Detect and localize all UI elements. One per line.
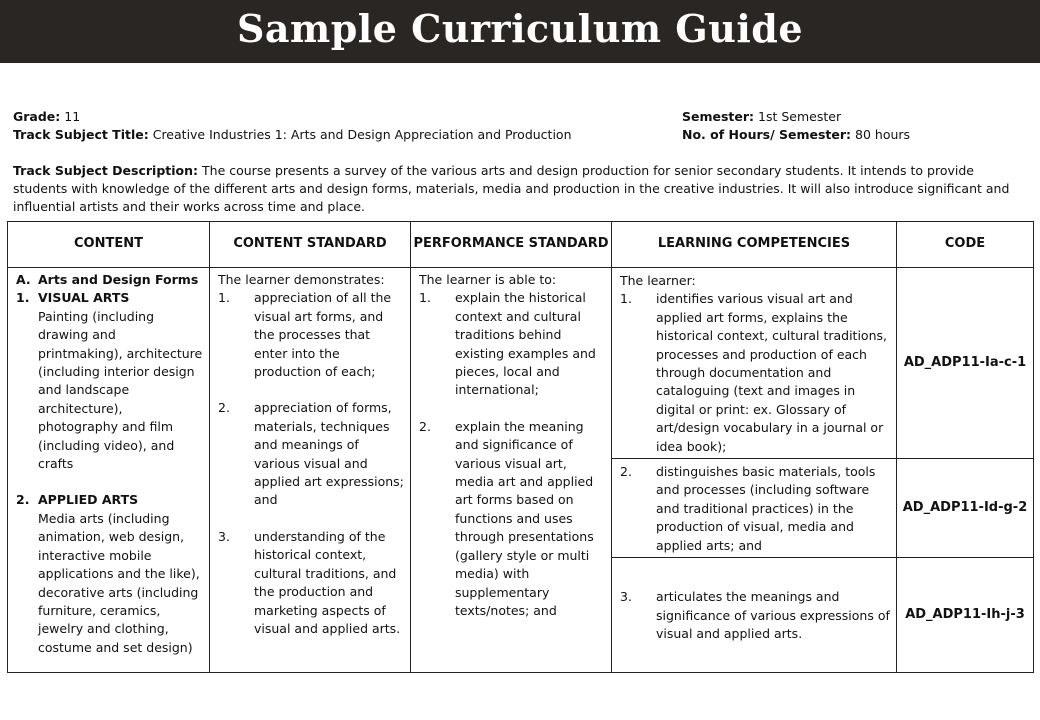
- list-text: appreciation of forms, materials, techniques and meanings of various visual and applied art expressions; and: [254, 400, 404, 508]
- track-description: [13, 162, 1028, 216]
- grade-label: Grade:: [13, 109, 61, 124]
- semester-value: 1st Semester: [758, 109, 842, 124]
- track-title-label: Track Subject Title:: [13, 127, 149, 142]
- semester-line: [682, 108, 841, 125]
- performance-standard-cell: [411, 268, 612, 673]
- content-standard-intro: The learner demonstrates:: [218, 272, 385, 287]
- list-number: 1.: [218, 290, 230, 306]
- visual-arts-description: Painting (including drawing and printmaking), architecture (including interior design and landscape architecture), photography and film (including video), and crafts: [38, 308, 203, 472]
- learning-competency-cell: [612, 268, 897, 459]
- list-item: [417, 289, 605, 399]
- learning-competencies-intro: The learner:: [620, 273, 696, 288]
- table-header-row: [8, 222, 1034, 268]
- track-title-value: Creative Industries 1: Arts and Design Appreciation and Production: [152, 127, 572, 142]
- list-number: 2.: [218, 400, 230, 416]
- visual-arts-title: VISUAL ARTS: [38, 290, 130, 306]
- header-content: CONTENT: [8, 222, 210, 268]
- list-item: [618, 588, 890, 643]
- content-applied-arts-text: [14, 510, 203, 657]
- list-number: 2.: [16, 492, 30, 508]
- list-text: appreciation of all the visual art forms, and the processes that enter into the production of each;: [254, 290, 392, 380]
- list-item: [216, 528, 404, 638]
- section-title: Arts and Design Forms: [38, 272, 199, 287]
- content-standard-cell: [210, 268, 411, 673]
- list-item: [618, 290, 890, 456]
- applied-arts-description: Media arts (including animation, web design, interactive mobile applications and the like), decorative arts (including furniture, ceramics, jewelry and clothing, costume and set design): [38, 510, 200, 655]
- list-text: articulates the meanings and significance of various expressions of visual and applied arts.: [656, 589, 890, 642]
- code-cell: AD_ADP11-Ih-j-3: [897, 558, 1034, 673]
- code-cell: AD_ADP11-Id-g-2: [897, 459, 1034, 558]
- code-cell: AD_ADP11-Ia-c-1: [897, 268, 1034, 459]
- list-text: explain the historical context and cultural traditions behind existing examples and pieces, local and international;: [455, 290, 596, 398]
- table-row: [8, 268, 1034, 459]
- track-title-line: [13, 126, 572, 143]
- grade-value: 11: [64, 109, 81, 124]
- title-banner: [0, 0, 1040, 63]
- list-number: 1.: [16, 290, 30, 306]
- learning-competency-cell: [612, 558, 897, 673]
- hours-value: 80 hours: [855, 127, 911, 142]
- list-number: 2.: [620, 464, 632, 480]
- list-number: 1.: [620, 291, 632, 307]
- hours-line: [682, 126, 910, 143]
- list-item: [417, 418, 605, 620]
- applied-arts-title: APPLIED ARTS: [38, 492, 139, 508]
- header-performance-standard: PERFORMANCE STANDARD: [411, 222, 612, 268]
- content-visual-arts-text: [14, 308, 203, 474]
- content-applied-arts-heading: [14, 491, 203, 509]
- list-number: 3.: [620, 589, 632, 605]
- content-section-a: [14, 271, 203, 289]
- header-content-standard: CONTENT STANDARD: [210, 222, 411, 268]
- list-item: [618, 463, 890, 555]
- header-code: CODE: [897, 222, 1034, 268]
- list-number: A.: [16, 272, 31, 287]
- list-item: [216, 399, 404, 509]
- header-learning-competencies: LEARNING COMPETENCIES: [612, 222, 897, 268]
- list-number: 2.: [419, 418, 431, 434]
- list-number: 1.: [419, 290, 431, 306]
- description-label: Track Subject Description:: [13, 163, 199, 178]
- page-title: Sample Curriculum Guide: [236, 6, 804, 51]
- description-text: The course presents a survey of the various arts and design production for senior secondary students. It intends to provide students with knowledge of the different arts and design forms, materials, media and production in the creative industries. It will also introduce significant and influential artists and their works across time and place.: [13, 163, 1010, 214]
- list-item: [216, 289, 404, 381]
- list-text: identifies various visual art and applied art forms, explains the historical context, cultural traditions, processes and production of each through documentation and cataloguing (text and images in digital or print: ex. Glossary of art/design vocabulary in a journal or idea book);: [656, 291, 887, 454]
- learning-competency-cell: [612, 459, 897, 558]
- content-cell: [8, 268, 210, 673]
- curriculum-table: [7, 221, 1034, 673]
- content-visual-arts-heading: [14, 289, 203, 307]
- grade-line: [13, 108, 80, 125]
- list-number: 3.: [218, 528, 230, 544]
- list-text: explain the meaning and significance of various visual art, media art and applied art forms based on functions and uses through presentations (gallery style or multi media) with supplementary texts/notes; and: [455, 418, 594, 618]
- performance-standard-intro: The learner is able to:: [419, 272, 557, 287]
- semester-label: Semester:: [682, 109, 755, 124]
- list-text: understanding of the historical context, cultural traditions, and the production and marketing aspects of visual and applied arts.: [254, 528, 401, 636]
- list-text: distinguishes basic materials, tools and processes (including software and traditional practices) in the production of visual, media and applied arts; and: [656, 464, 876, 553]
- hours-label: No. of Hours/ Semester:: [682, 127, 852, 142]
